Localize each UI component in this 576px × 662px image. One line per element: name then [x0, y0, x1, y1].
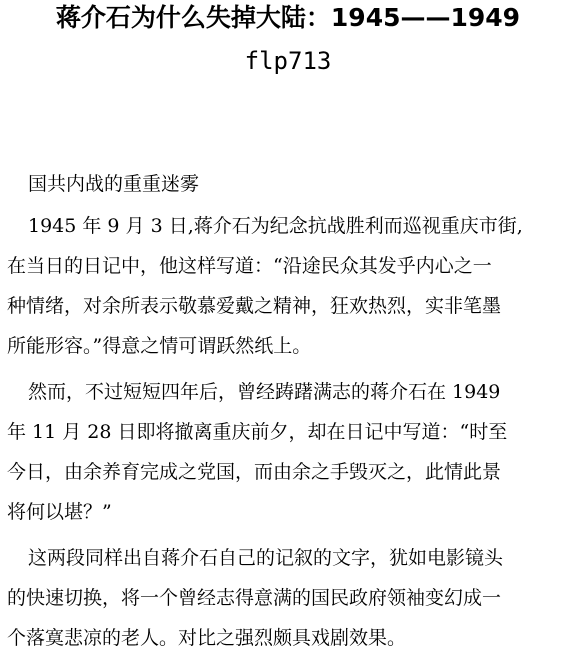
paragraph-line: 所能形容。”得意之情可谓跃然纸上。 [7, 335, 312, 357]
paragraph-line: 将何以堪？” [7, 501, 112, 523]
paragraph-line: 然而，不过短短四年后，曾经踌躇满志的蒋介石在 1949 [28, 381, 501, 403]
paragraph-line: 个落寞悲凉的老人。对比之强烈颇具戏剧效果。 [7, 627, 407, 649]
document-title: 蒋介石为什么失掉大陆：1945——1949 [55, 3, 521, 32]
paragraph-line: 年 11 月 28 日即将撤离重庆前夕，却在日记中写道：“时至 [7, 421, 508, 443]
paragraph-line: 这两段同样出自蒋介石自己的记叙的文字，犹如电影镜头 [28, 547, 504, 569]
paragraph-line: 在当日的日记中，他这样写道：“沿途民众其发乎内心之一 [7, 255, 492, 277]
author-name: flp713 [244, 47, 332, 75]
paragraph-2 [7, 372, 567, 532]
section-heading: 国共内战的重重迷雾 [28, 173, 200, 195]
paragraph-3 [7, 538, 567, 658]
paragraph-line: 种情绪，对余所表示敬慕爱戴之精神，狂欢热烈，实非笔墨 [7, 295, 502, 317]
section-heading-block [7, 164, 567, 204]
paragraph-1 [7, 206, 567, 366]
paragraph-line: 的快速切换，将一个曾经志得意满的国民政府领袖变幻成一 [7, 587, 502, 609]
paragraph-line: 今日，由余养育完成之党国，而由余之手毁灭之，此情此景 [7, 461, 502, 483]
paragraph-line: 1945 年 9 月 3 日,蒋介石为纪念抗战胜利而巡视重庆市街, [28, 215, 523, 237]
